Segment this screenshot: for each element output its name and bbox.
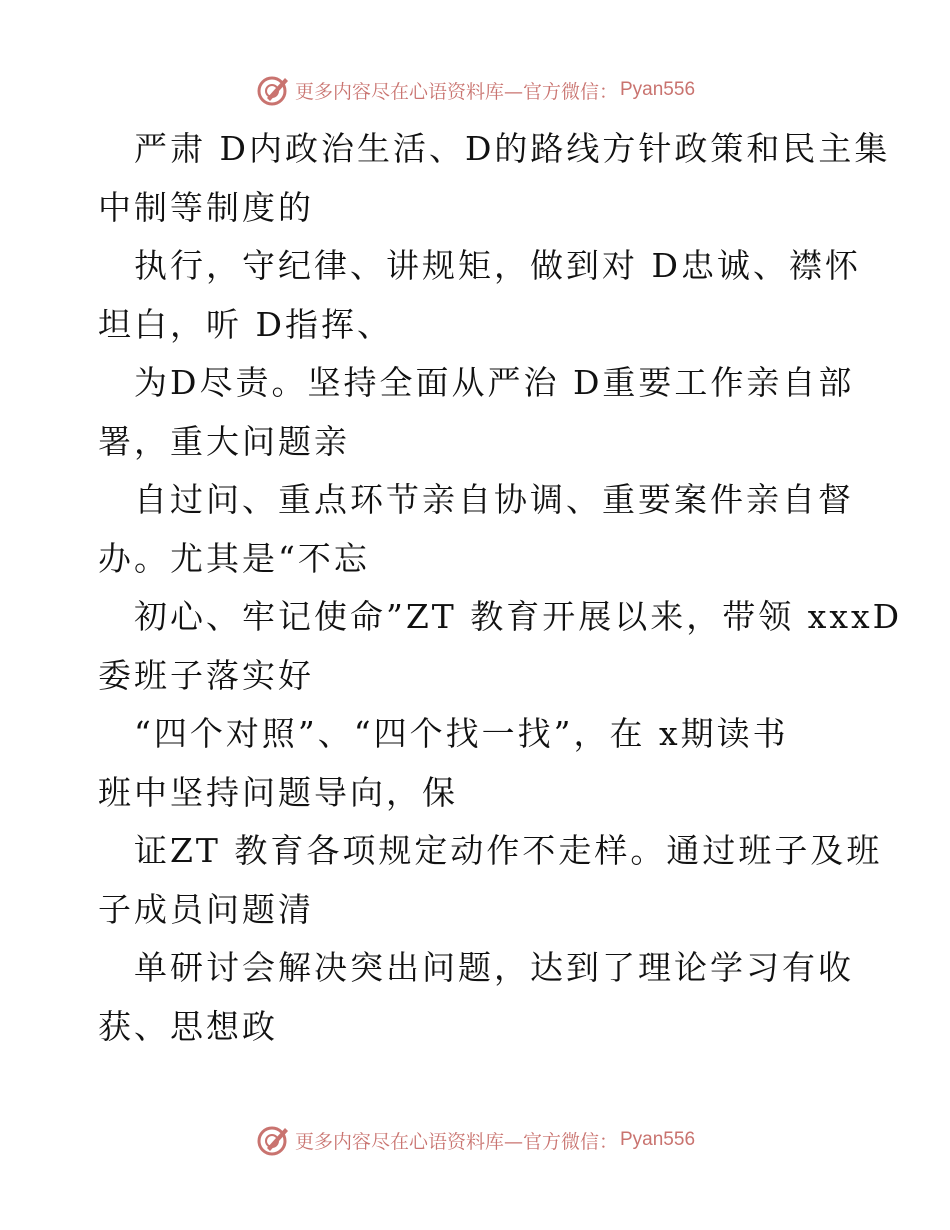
document-body <box>98 120 903 1056</box>
body-line-5: 为D尽责。坚持全面从严治 D重要工作亲自部 <box>134 363 855 402</box>
watermark-wechat-id: Pyan556 <box>620 79 696 100</box>
body-line-9: 初心、牢记使命”ZT 教育开展以来，带领 xxxD <box>134 597 903 636</box>
body-line-2: 中制等制度的 <box>98 187 314 227</box>
watermark-text: 更多内容尽在心语资料库—官方微信： <box>294 1130 618 1153</box>
body-line-14: 子成员问题清 <box>98 889 314 929</box>
body-line-10: 委班子落实好 <box>98 655 314 695</box>
body-line-11: “四个对照”、“四个找一找”，在 x期读书 <box>134 714 789 753</box>
body-line-13: 证ZT 教育各项规定动作不走样。通过班子及班 <box>134 831 883 870</box>
body-line-6: 署，重大问题亲 <box>98 421 350 461</box>
body-line-7: 自过问、重点环节亲自协调、重要案件亲自督 <box>134 480 854 519</box>
footer-watermark <box>0 1120 950 1160</box>
watermark-wechat-id: Pyan556 <box>620 1129 696 1150</box>
body-line-16: 获、思想政 <box>98 1006 278 1046</box>
body-line-8: 办。尤其是“不忘 <box>98 538 370 578</box>
body-line-15: 单研讨会解决突出问题，达到了理论学习有收 <box>134 948 854 987</box>
body-line-3: 执行，守纪律、讲规矩，做到对 D忠诚、襟怀 <box>134 246 861 285</box>
header-watermark <box>0 70 950 110</box>
watermark-text: 更多内容尽在心语资料库—官方微信： <box>294 80 618 103</box>
body-line-4: 坦白，听 D指挥、 <box>98 304 393 344</box>
body-line-12: 班中坚持问题导向，保 <box>98 772 458 812</box>
stamp-pen-icon <box>255 72 291 108</box>
stamp-pen-icon <box>255 1122 291 1158</box>
body-line-1: 严肃 D内政治生活、D的路线方针政策和民主集 <box>134 129 891 168</box>
